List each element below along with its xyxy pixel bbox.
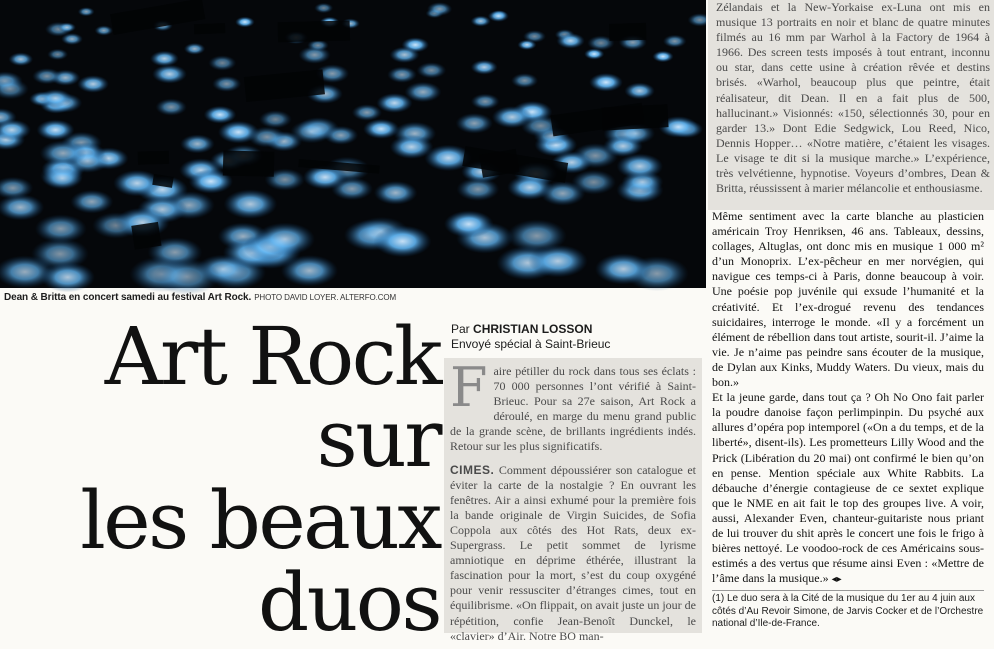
- stage-equipment-shape: [131, 222, 161, 250]
- light-spot: [556, 33, 584, 49]
- light-spot: [374, 181, 417, 205]
- light-spot: [154, 259, 220, 295]
- light-spot: [152, 65, 187, 84]
- right-paragraph-2: [712, 390, 984, 587]
- light-spot: [417, 62, 447, 78]
- light-spot: [150, 51, 179, 67]
- light-spot: [617, 154, 663, 180]
- light-spot: [8, 52, 33, 66]
- light-spot: [444, 211, 494, 238]
- light-spot: [180, 134, 215, 153]
- author-name: CHRISTIAN LOSSON: [473, 322, 593, 336]
- stage-equipment-shape: [138, 151, 169, 165]
- light-spot: [471, 94, 500, 110]
- light-spot: [61, 33, 83, 45]
- light-spot: [32, 68, 61, 84]
- caption-text: Dean & Britta en concert samedi au festival Art Rock.: [4, 292, 252, 303]
- stage-equipment-shape: [609, 23, 646, 41]
- section-label-cimes: CIMES.: [450, 462, 495, 477]
- stage-equipment-shape: [278, 20, 350, 42]
- stage-equipment-shape: [194, 23, 225, 34]
- light-spot: [35, 214, 87, 243]
- light-spot: [47, 49, 68, 60]
- light-spot: [507, 219, 567, 252]
- light-spot: [324, 126, 359, 145]
- light-spot: [456, 113, 493, 134]
- concert-photo: [0, 0, 706, 288]
- byline-by: Par: [451, 322, 470, 336]
- light-spot: [584, 48, 604, 59]
- light-spot: [540, 181, 585, 206]
- light-spot: [492, 106, 532, 128]
- right-paragraph-1: Même sentiment avec la carte blanche au plasticien américain Troy Henriksen, 46 ans. Tableaux, dessins, collages, Altuglas, ont donc mis en musique 1 000 m² d’un Monoprix. L’ex-pêcheur en mer norvégien, qui navigue ces temps-ci à Paris, donne beaucoup à voir. Une poésie pop juvénile qui exsude l’humanité et la créativité. Et l’ex-drogué revenu des tendances suicidaires, interroge le monde. «Il y a forcément un élément de rébellion dans tout artiste, sourit-il. J’aime la vie. Je n’aime pas peindre sans écouter de la musique, de Dylan aux Kinks, Muddy Waters. Du vieux, mais du bon.»: [712, 209, 984, 390]
- light-spot: [58, 22, 76, 32]
- intro-paragraph: [450, 356, 696, 455]
- byline: [451, 322, 610, 352]
- light-spot: [663, 35, 687, 48]
- light-spot: [427, 2, 452, 16]
- light-spot: [156, 99, 187, 116]
- headline-line-2: sur: [316, 392, 440, 485]
- right-paragraph-2-text: Et la jeune garde, dans tout ça ? Oh No Ono fait parler la poudre danoise façon perlimpinpin. Du psyché aux allures d’opéra pop intemporel («On a du temps, et de la liberté», disent-ils). Les prometteurs Lilly Wood and the Prick (Libération du 20 mai) ont confirmé le bien qu’on en pense. Mention spéciale aux White Rabbits. La débauche d’énergie contagieuse de ce sextet explique que le NME en ait fait le top des groupes live. A voir, aussi, Alexander Even, chanteur-guitariste nous priant de lui trouver du shit après le concert une fois le frigo à bières nettoyé. Le voodoo-rock de ces Américains sous-estimés a des vertus que résume ainsi Even : «Mettre de l’âme dans la musique.»: [712, 390, 984, 586]
- light-spot: [471, 16, 491, 27]
- end-of-article-icon: ◂▸: [831, 574, 842, 586]
- light-spot: [363, 119, 399, 139]
- light-spot: [204, 106, 237, 124]
- light-spot: [95, 25, 113, 35]
- stage-lights-image: [0, 0, 706, 288]
- light-spot: [37, 119, 75, 140]
- light-spot: [511, 73, 538, 88]
- light-spot: [77, 75, 109, 93]
- light-spot: [40, 262, 94, 292]
- light-spot: [374, 225, 432, 257]
- cimes-paragraph: [450, 463, 696, 644]
- intro-text: aire pétiller du rock dans tous ses éclats : 70 000 personnes l’ont vérifié à Saint-Brieuc. Pour sa 27e saison, Art Rock a déroulé, en marge du menu grand public de la grande scène, de brillants ingrédients indés. Retour sur les plus significatifs.: [450, 364, 696, 454]
- light-spot: [78, 7, 95, 16]
- drop-cap: F: [450, 356, 488, 419]
- light-spot: [224, 189, 278, 219]
- light-spot: [184, 43, 205, 55]
- article-headline: [60, 310, 440, 649]
- light-spot: [471, 60, 498, 75]
- author-role: Envoyé spécial à Saint-Brieuc: [451, 337, 611, 351]
- light-spot: [652, 51, 673, 63]
- light-spot: [352, 104, 382, 121]
- light-spot: [235, 17, 255, 28]
- light-spot: [488, 10, 509, 22]
- photo-credit: PHOTO DAVID LOYER. ALTERFO.COM: [254, 293, 397, 302]
- light-spot: [390, 135, 434, 159]
- light-spot: [376, 93, 412, 113]
- light-spot: [248, 127, 286, 148]
- footnote: (1) Le duo sera à la Cité de la musique du 1er au 4 juin aux côtés d’Au Revoir Simone, de Jarvis Cocker et de l’Orchestre national d’Ile-de-France.: [712, 590, 984, 631]
- light-spot: [595, 253, 652, 284]
- headline-line-3: les beaux: [80, 474, 440, 567]
- right-boxed-text: Zélandais et la New-Yorkaise ex-Luna ont mis en musique 13 portraits en noir et blanc de quatre minutes filmés au 16 mm par Warhol à la Factory de 1964 à 1966. Des screen tests imposés à tout entrant, inconnu ou star, dans cette usine à création rêvée et destins brisés. «Warhol, beaucoup plus que peintre, était réalisateur, dit Dean. Il en a fait plus de 500, hallucinant.» Visionnés: «150, sélectionnés 30, pour en garder 13.» Dont Edie Sedgwick, Lou Reed, Nico, Dennis Hopper… «Notre matière, c’étaient les visages. Le visage te dit si la musique marche.» L’expérience, très velvétienne, hypnotise. Voyeurs d’ombres, Dean & Britta, réussissent à marier mélancolie et enthousiasme.: [716, 0, 990, 196]
- headline-line-1: Art Rock: [104, 310, 440, 403]
- light-spot: [212, 76, 241, 92]
- light-spot: [255, 223, 315, 256]
- light-spot: [624, 83, 655, 100]
- middle-column: [444, 356, 702, 643]
- light-spot: [259, 110, 292, 128]
- light-spot: [390, 47, 420, 63]
- light-spot: [518, 40, 537, 50]
- photo-caption: [4, 291, 704, 304]
- light-spot: [314, 3, 333, 13]
- light-spot: [589, 73, 623, 92]
- light-spot: [208, 55, 236, 70]
- stage-equipment-shape: [223, 151, 275, 177]
- cimes-text: Comment dépoussiérer son catalogue et éviter la carte de la nostalgie ? En ouvrant les fenêtres. Air a ainsi exhumé pour la première fois la bande originale de Virgin Suicides, de Sofia Coppola aux côtés des Hot Rats, deux ex-Supergrass. Le petit sommet de lyrisme amniotique en déprime éthérée, illustrant la fascination pour la mort, s’est du coup oxygéné pour venir ressusciter d’étranges cimes, tout en équilibrisme. «On flippait, on avait juste un jour de répétition, confie Jean-Benoît Dunckel, le «clavier» d’Air. Notre BO man-: [450, 462, 697, 643]
- headline-line-4: duos: [258, 556, 440, 649]
- right-column-boxed: [708, 0, 994, 210]
- light-spot: [39, 89, 72, 107]
- light-spot: [40, 140, 87, 166]
- light-spot: [42, 167, 82, 189]
- right-column: [712, 209, 984, 589]
- light-spot: [70, 190, 113, 214]
- light-spot: [387, 67, 417, 83]
